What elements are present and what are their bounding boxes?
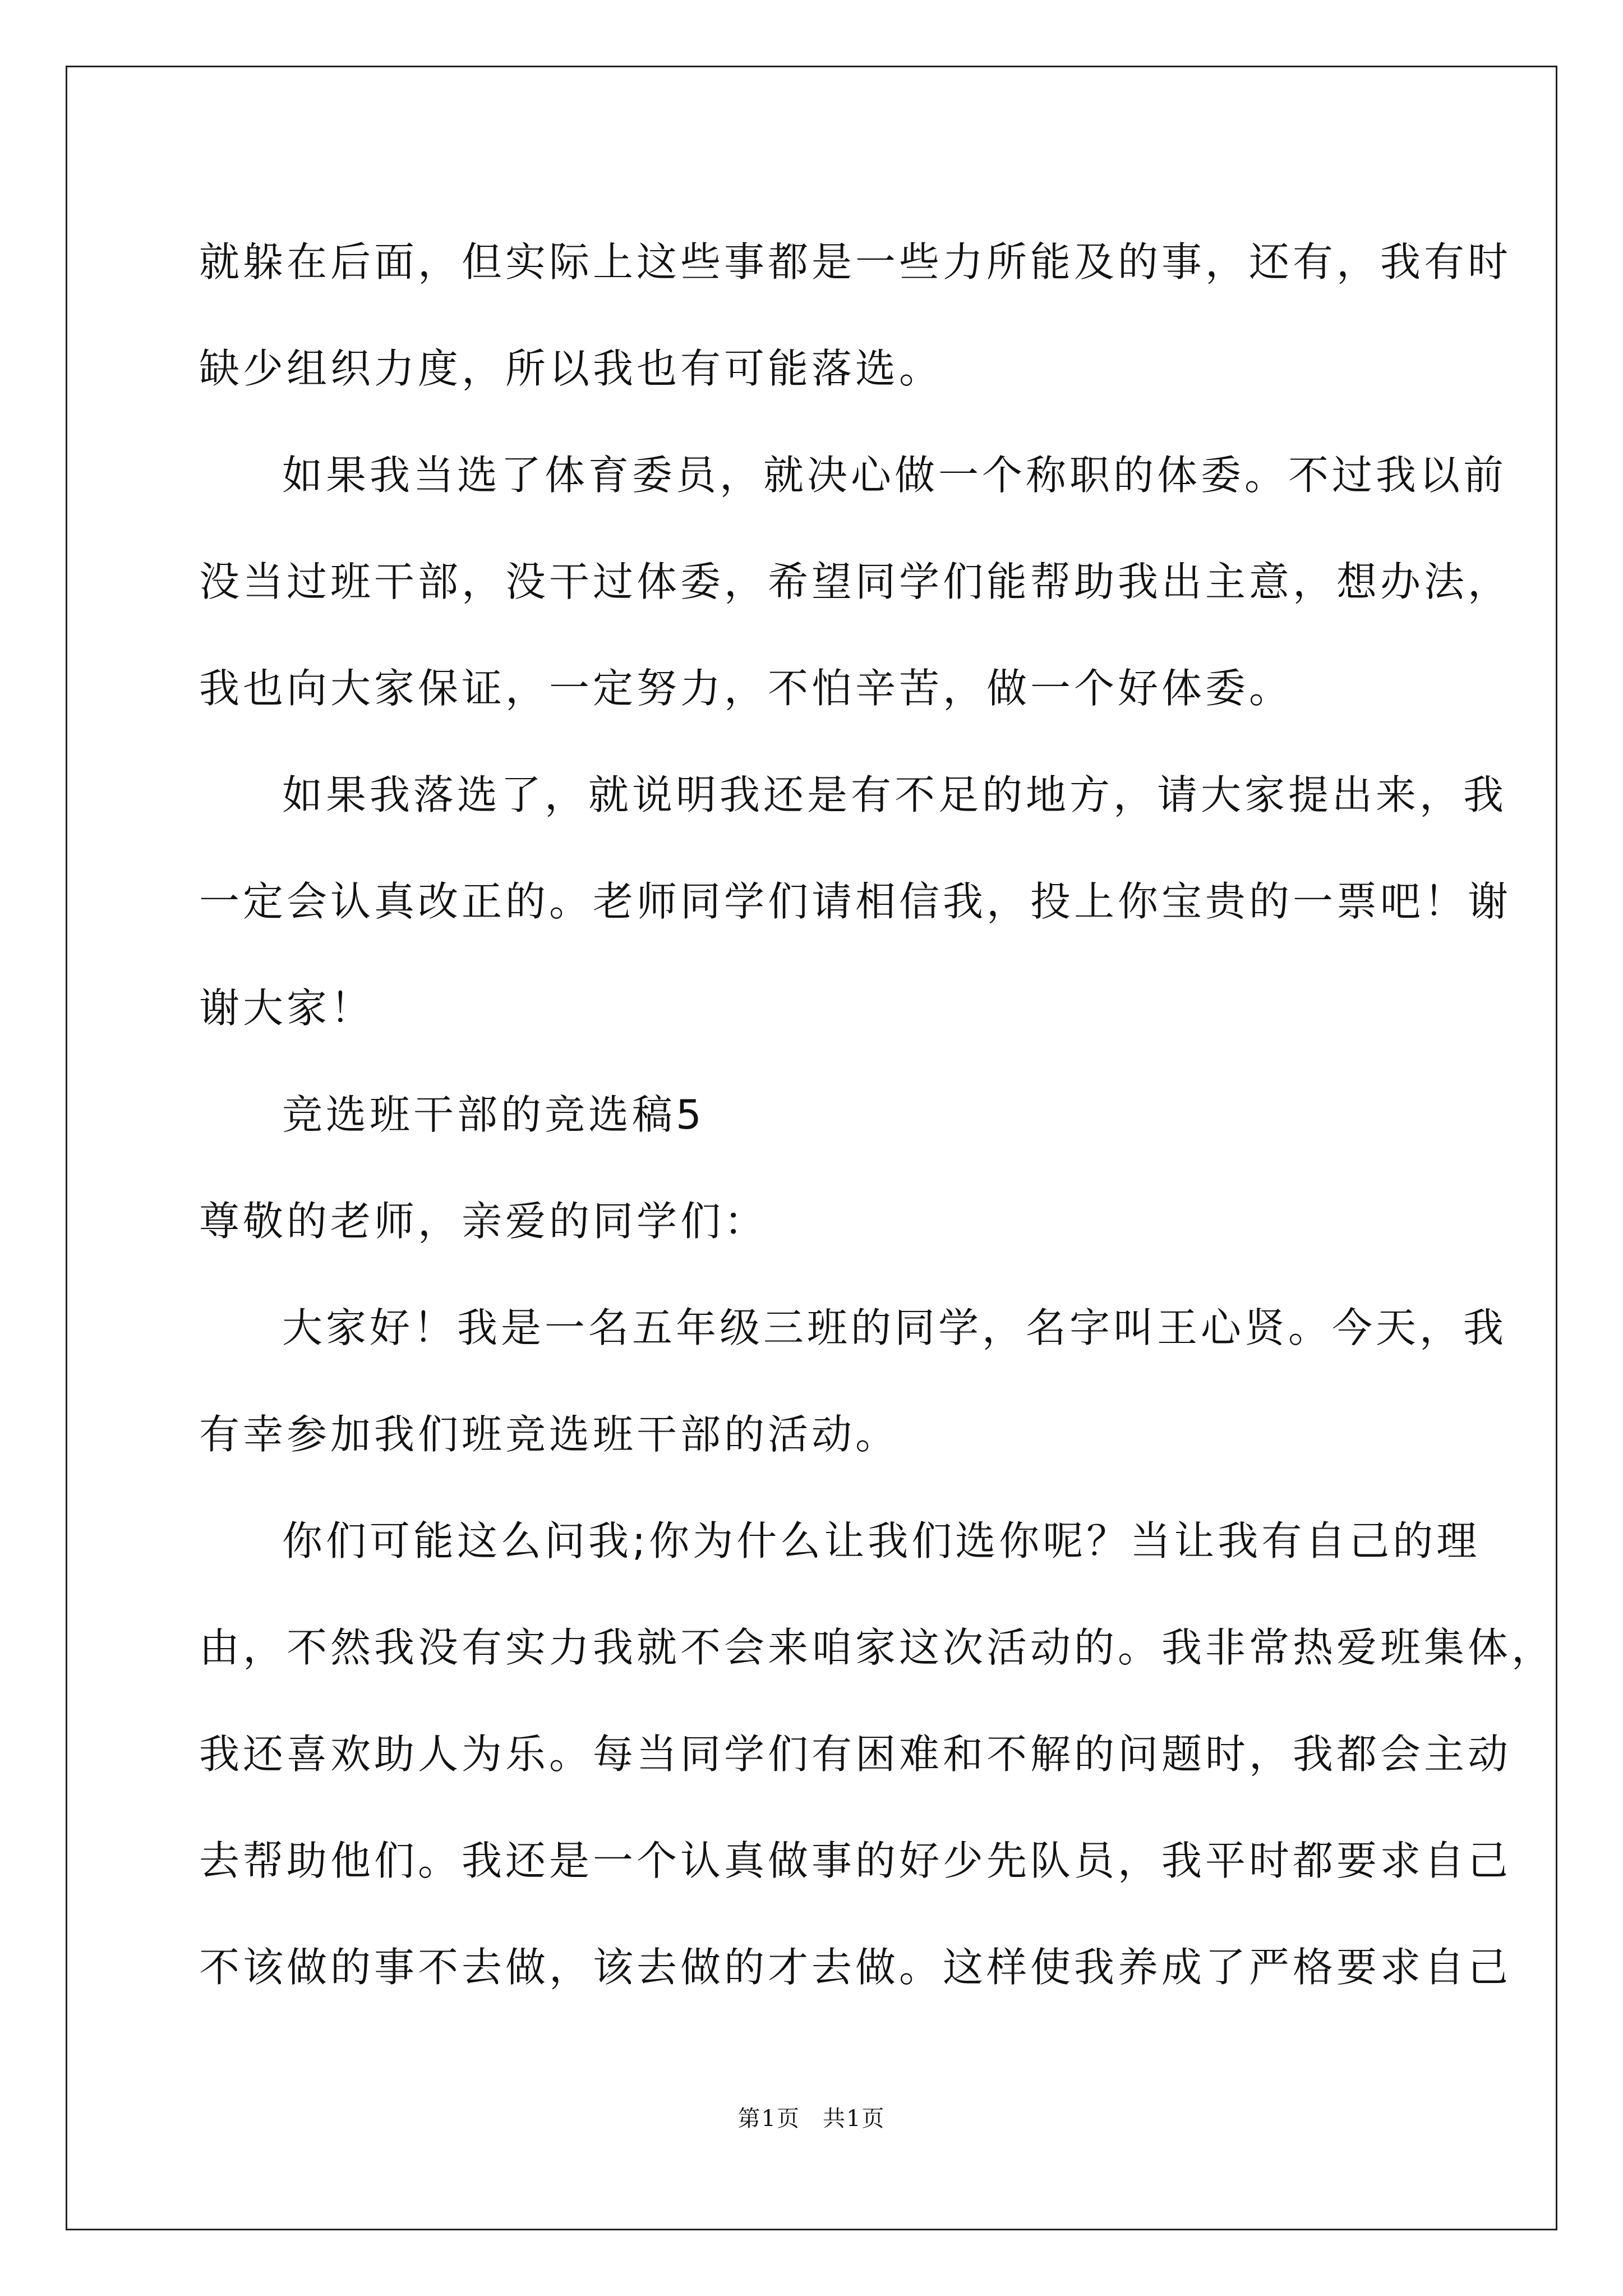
salutation: 尊敬的老师，亲爱的同学们：	[199, 1198, 768, 1245]
text-line: 就躲在后面，但实际上这些事都是一些力所能及的事，还有，我有时	[199, 238, 1512, 286]
page-footer	[0, 2101, 1623, 2133]
page-number: 第1页	[737, 2106, 800, 2132]
page-count: 共1页	[823, 2106, 886, 2132]
text-line: 如果我落选了，就说明我还是有不足的地方，请大家提出来，我	[282, 771, 1507, 818]
section-heading: 竞选班干部的竞选稿5	[282, 1091, 705, 1138]
document-body	[199, 209, 1556, 2021]
text-line: 由，不然我没有实力我就不会来咱家这次活动的。我非常热爱班集体，	[199, 1624, 1556, 1671]
text-line: 大家好！我是一名五年级三班的同学，名字叫王心贤。今天，我	[282, 1304, 1507, 1351]
text-line: 去帮助他们。我还是一个认真做事的好少先队员，我平时都要求自己	[199, 1837, 1512, 1884]
text-line: 我也向大家保证，一定努力，不怕辛苦，做一个好体委。	[199, 665, 1293, 712]
text-line: 不该做的事不去做，该去做的才去做。这样使我养成了严格要求自己	[199, 1944, 1512, 1991]
text-line: 缺少组织力度，所以我也有可能落选。	[199, 345, 943, 392]
text-line: 一定会认真改正的。老师同学们请相信我，投上你宝贵的一票吧！谢	[199, 878, 1512, 925]
text-line: 有幸参加我们班竞选班干部的活动。	[199, 1411, 900, 1458]
text-line: 你们可能这么问我;你为什么让我们选你呢？当让我有自己的理	[282, 1517, 1481, 1565]
text-line: 谢大家！	[199, 984, 375, 1032]
text-line: 没当过班干部，没干过体委，希望同学们能帮助我出主意，想办法，	[199, 558, 1512, 605]
text-line: 我还喜欢助人为乐。每当同学们有困难和不解的问题时，我都会主动	[199, 1731, 1512, 1778]
text-line: 如果我当选了体育委员，就决心做一个称职的体委。不过我以前	[282, 452, 1507, 499]
